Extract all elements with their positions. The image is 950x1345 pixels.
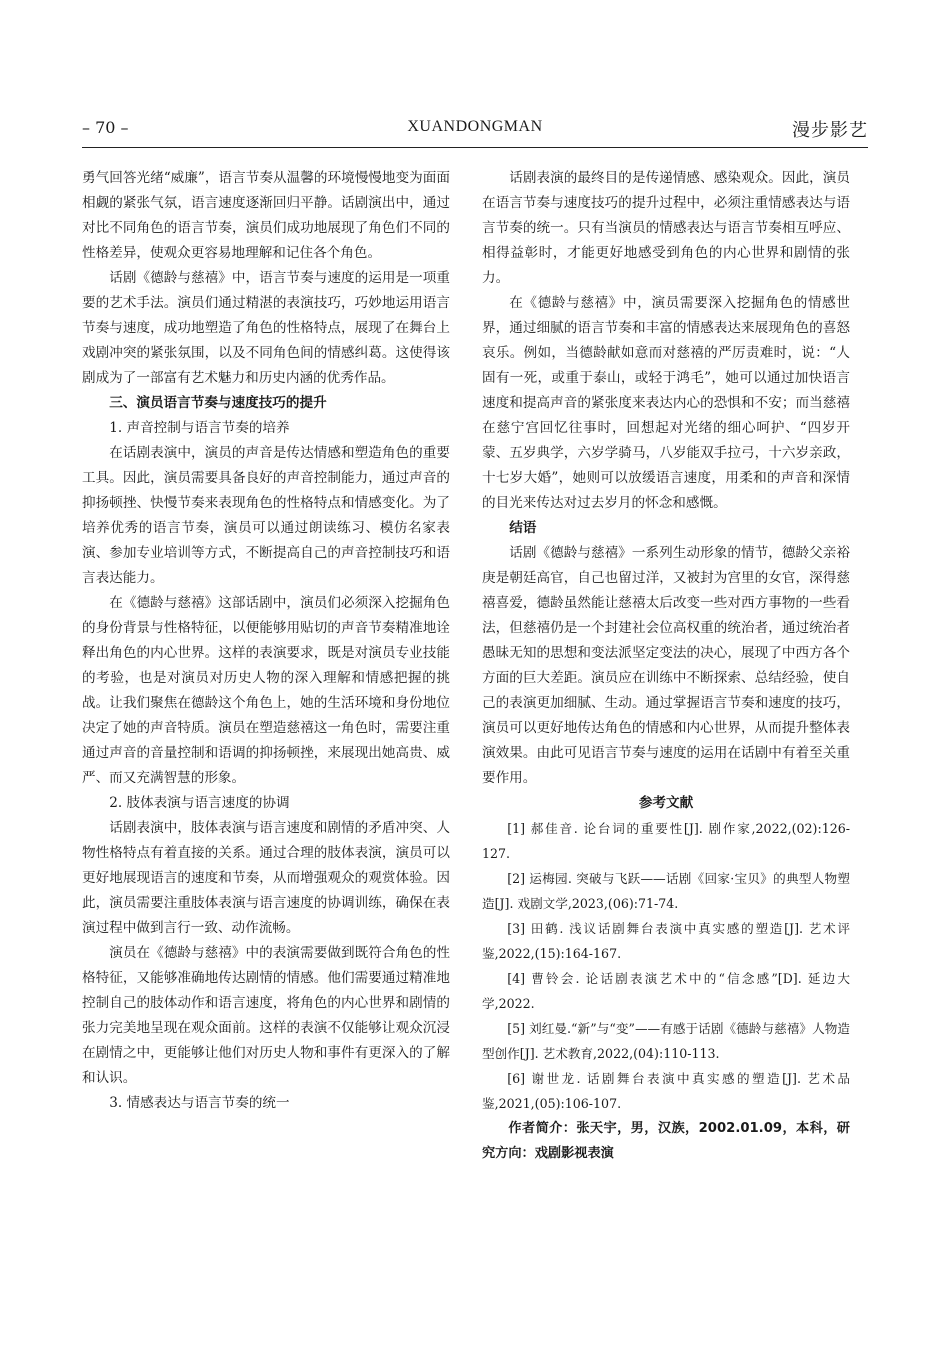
subsection-heading: 3. 情感表达与语言节奏的统一 bbox=[109, 1095, 290, 1111]
left-column bbox=[82, 166, 450, 1116]
references-heading: 参考文献 bbox=[638, 795, 694, 811]
page-header bbox=[82, 118, 868, 144]
paragraph: 话剧《德龄与慈禧》中，语言节奏与速度的运用是一项重要的艺术手法。演员们通过精湛的表演技巧，巧妙地运用语言节奏与速度，成功地塑造了角色的性格特点，展现了在舞台上戏剧冲突的紧张氛围，以及不同角色间的情感纠葛。这使得该剧成为了一部富有艺术魅力和历史内涵的优秀作品。 bbox=[82, 270, 450, 386]
header-rule bbox=[82, 147, 868, 148]
section-name: 漫步影艺 bbox=[792, 120, 868, 141]
reference-item: [3] 田鹤. 浅议话剧舞台表演中真实感的塑造[J]. 艺术评鉴,2022,(15):164-167. bbox=[482, 921, 850, 961]
paragraph: 演员在《德龄与慈禧》中的表演需要做到既符合角色的性格特征，又能够准确地传达剧情的情感。他们需要通过精准地控制自己的肢体动作和语言速度，将角色的内心世界和剧情的张力完美地呈现在观众面前。这样的表演不仅能够让观众沉浸在剧情之中，更能够让他们对历史人物和事件有更深入的了解和认识。 bbox=[82, 945, 450, 1086]
reference-item: [2] 运梅园. 突破与飞跃——话剧《回家·宝贝》的典型人物塑造[J]. 戏剧文学,2023,(06):71-74. bbox=[482, 871, 850, 911]
paragraph: 勇气回答光绪“威廉”，语言节奏从温馨的环境慢慢地变为面面相觑的紧张气氛，语言速度逐渐回归平静。话剧演出中，通过对比不同角色的语言节奏，演员们成功地展现了角色们不同的性格差异，使观众更容易地理解和记住各个角色。 bbox=[82, 170, 450, 261]
subsection-heading: 1. 声音控制与语言节奏的培养 bbox=[109, 420, 290, 436]
reference-item: [4] 曹铃会. 论话剧表演艺术中的“信念感”[D]. 延边大学,2022. bbox=[482, 971, 850, 1011]
right-column bbox=[482, 166, 850, 1166]
paragraph: 在《德龄与慈禧》中，演员需要深入挖掘角色的情感世界，通过细腻的语言节奏和丰富的情感表达来展现角色的喜怒哀乐。例如，当德龄献如意而对慈禧的严厉责难时，说：“人固有一死，或重于泰山，或轻于鸿毛”，她可以通过加快语言速度和提高声音的紧张度来表达内心的恐惧和不安；而当慈禧在慈宁宫回忆往事时，回想起对光绪的细心呵护、“四岁开蒙、五岁典学，六岁学骑马，八岁能双手拉弓，十六岁亲政，十七岁大婚”，她则可以放缓语言速度，用柔和的声音和深情的目光来传达对过去岁月的怀念和感慨。 bbox=[482, 295, 850, 511]
page-number: – 70 – bbox=[82, 118, 129, 137]
reference-item: [1] 郝佳音. 论台词的重要性[J]. 剧作家,2022,(02):126-127. bbox=[482, 821, 850, 861]
paragraph: 在《德龄与慈禧》这部话剧中，演员们必须深入挖掘角色的身份背景与性格特征，以便能够用贴切的声音节奏精准地诠释出角色的内心世界。这样的表演要求，既是对演员专业技能的考验，也是对演员对历史人物的深入理解和情感把握的挑战。让我们聚焦在德龄这个角色上，她的生活环境和身份地位决定了她的声音特质。演员在塑造慈禧这一角色时，需要注重通过声音的音量控制和语调的抑扬顿挫，来展现出她高贵、威严、而又充满智慧的形象。 bbox=[82, 595, 450, 786]
author-bio: 作者简介：张天宇，男，汉族，2002.01.09，本科，研究方向：戏剧影视表演 bbox=[482, 1121, 850, 1161]
subsection-heading: 2. 肢体表演与语言速度的协调 bbox=[109, 795, 290, 811]
section-heading: 三、演员语言节奏与速度技巧的提升 bbox=[109, 395, 327, 411]
reference-item: [6] 谢世龙. 话剧舞台表演中真实感的塑造[J]. 艺术品鉴,2021,(05):106-107. bbox=[482, 1071, 850, 1111]
paragraph: 话剧《德龄与慈禧》一系列生动形象的情节，德龄父亲裕庚是朝廷高官，自己也留过洋，又被封为宫里的女官，深得慈禧喜爱，德龄虽然能让慈禧太后改变一些对西方事物的一些看法，但慈禧仍是一个封建社会位高权重的统治者，通过统治者愚昧无知的思想和变法派坚定变法的决心，展现了中西方各个方面的巨大差距。演员应在训练中不断探索、总结经验，使自己的表演更加细腻、生动。通过掌握语言节奏和速度的技巧，演员可以更好地传达角色的情感和内心世界，从而提升整体表演效果。由此可见语言节奏与速度的运用在话剧中有着至关重要作用。 bbox=[482, 545, 850, 786]
paragraph: 在话剧表演中，演员的声音是传达情感和塑造角色的重要工具。因此，演员需要具备良好的声音控制能力，通过声音的抑扬顿挫、快慢节奏来表现角色的性格特点和情感变化。为了培养优秀的语言节奏，演员可以通过朗读练习、模仿名家表演、参加专业培训等方式，不断提高自己的声音控制技巧和语言表达能力。 bbox=[82, 445, 450, 586]
journal-name: XUANDONGMAN bbox=[407, 118, 543, 135]
conclusion-heading: 结语 bbox=[509, 520, 537, 536]
paragraph: 话剧表演中，肢体表演与语言速度和剧情的矛盾冲突、人物性格特点有着直接的关系。通过合理的肢体表演，演员可以更好地展现语言的速度和节奏，从而增强观众的观赏体验。因此，演员需要注重肢体表演与语言速度的协调训练，确保在表演过程中做到言行一致、动作流畅。 bbox=[82, 820, 450, 936]
paragraph: 话剧表演的最终目的是传递情感、感染观众。因此，演员在语言节奏与速度技巧的提升过程中，必须注重情感表达与语言节奏的统一。只有当演员的情感表达与语言节奏相互呼应、相得益彰时，才能更好地感受到角色的内心世界和剧情的张力。 bbox=[482, 170, 850, 286]
reference-item: [5] 刘红曼.“新”与“变”——有感于话剧《德龄与慈禧》人物造型创作[J]. 艺术教育,2022,(04):110-113. bbox=[482, 1021, 850, 1061]
